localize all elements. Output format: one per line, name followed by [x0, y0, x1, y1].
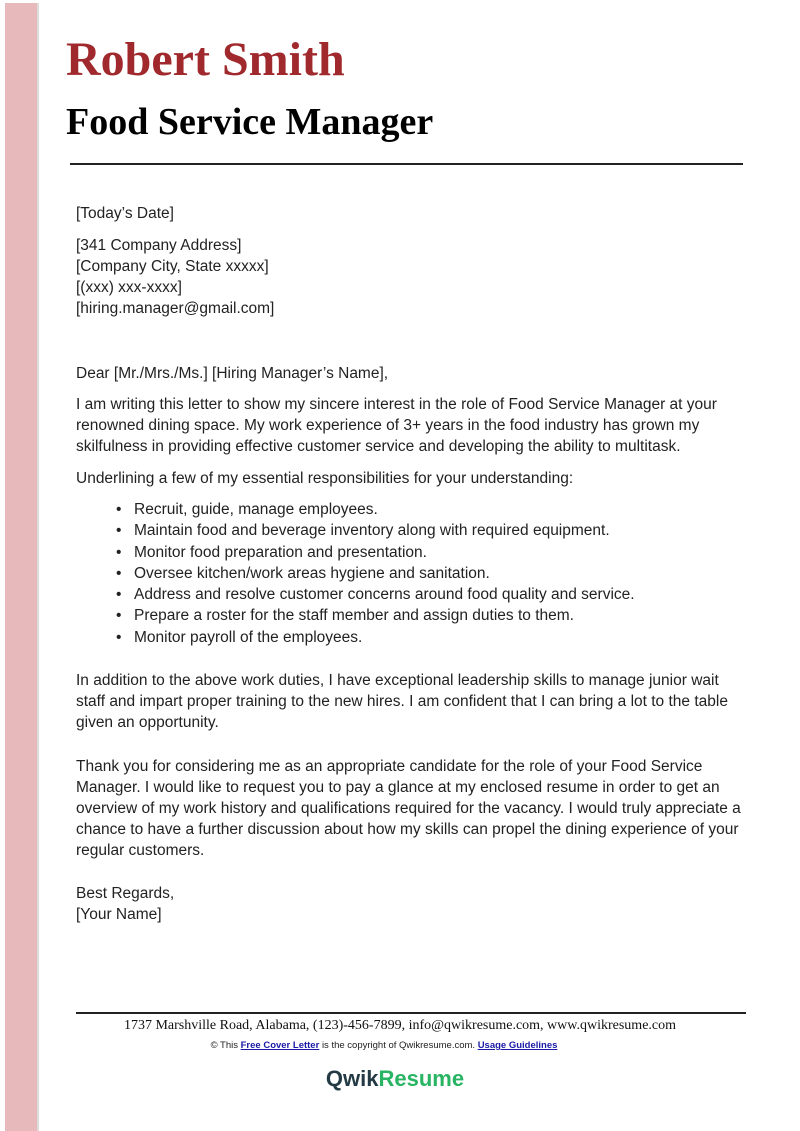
paragraph-1: I am writing this letter to show my sincere interest in the role of Food Service Manager at your renowned dining space. My work experience of 3+ years in the food industry has grown my skilfulness in providing effective customer service and developing the ability to multitask. [76, 396, 717, 455]
logo-part-resume: Resume [378, 1066, 465, 1091]
usage-guidelines-link[interactable]: Usage Guidelines [477, 1040, 558, 1051]
date: [Today’s Date] [76, 205, 174, 222]
paragraph-3: Thank you for considering me as an appropriate candidate for the role of your Food Service Manager. I would like to request you to pay a glance at my enclosed resume in order to get an overview of my work history and qualifications required for the vacancy. I would truly appreciate a chance to have a further discussion about how my skills can propel the dining experience of your regular customers. [76, 758, 741, 859]
job-title: Food Service Manager [66, 101, 434, 143]
footer-address: 1737 Marshville Road, Alabama, (123)-456-7899, info@qwikresume.com, www.qwikresume.com [123, 1018, 677, 1033]
footer-divider [76, 1012, 746, 1014]
header-divider [70, 163, 743, 165]
list-item: • Recruit, guide, manage employees. [76, 499, 635, 520]
paragraph-2: In addition to the above work duties, I have exceptional leadership skills to manage junior wait staff and impart proper training to the new hires. I am confident that I can bring a lot to the table given an opportunity. [76, 672, 728, 731]
qwikresume-logo [0, 1066, 790, 1092]
company-address: [341 Company Address] [76, 237, 242, 254]
recipient-block [76, 235, 756, 319]
company-email: [hiring.manager@gmail.com] [76, 300, 275, 317]
copyright-prefix: © This [210, 1040, 238, 1051]
applicant-name: Robert Smith [66, 33, 345, 86]
responsibilities-list [76, 499, 635, 648]
list-item: • Address and resolve customer concerns around food quality and service. [76, 584, 635, 605]
list-item: • Oversee kitchen/work areas hygiene and sanitation. [76, 563, 635, 584]
company-city: [Company City, State xxxxx] [76, 258, 269, 275]
copyright-text: is the copyright of Qwikresume.com. [321, 1040, 476, 1051]
decorative-sidebar-bar [5, 3, 39, 1131]
logo-part-qwik: Qwik [325, 1066, 379, 1091]
list-item: • Monitor food preparation and presentation. [76, 542, 635, 563]
free-cover-letter-link[interactable]: Free Cover Letter [240, 1040, 320, 1051]
list-item: • Prepare a roster for the staff member and assign duties to them. [76, 605, 635, 626]
list-item: • Maintain food and beverage inventory along with required equipment. [76, 520, 635, 541]
responsibilities-intro: Underlining a few of my essential responsibilities for your understanding: [76, 470, 574, 487]
copyright-notice [0, 1040, 768, 1051]
closing-block [76, 883, 756, 925]
salutation: Dear [Mr./Mrs./Ms.] [Hiring Manager’s Name], [76, 365, 389, 382]
closing: Best Regards, [76, 885, 175, 902]
company-phone: [(xxx) xxx-xxxx] [76, 279, 182, 296]
signature: [Your Name] [76, 906, 162, 923]
list-item: • Monitor payroll of the employees. [76, 627, 635, 648]
